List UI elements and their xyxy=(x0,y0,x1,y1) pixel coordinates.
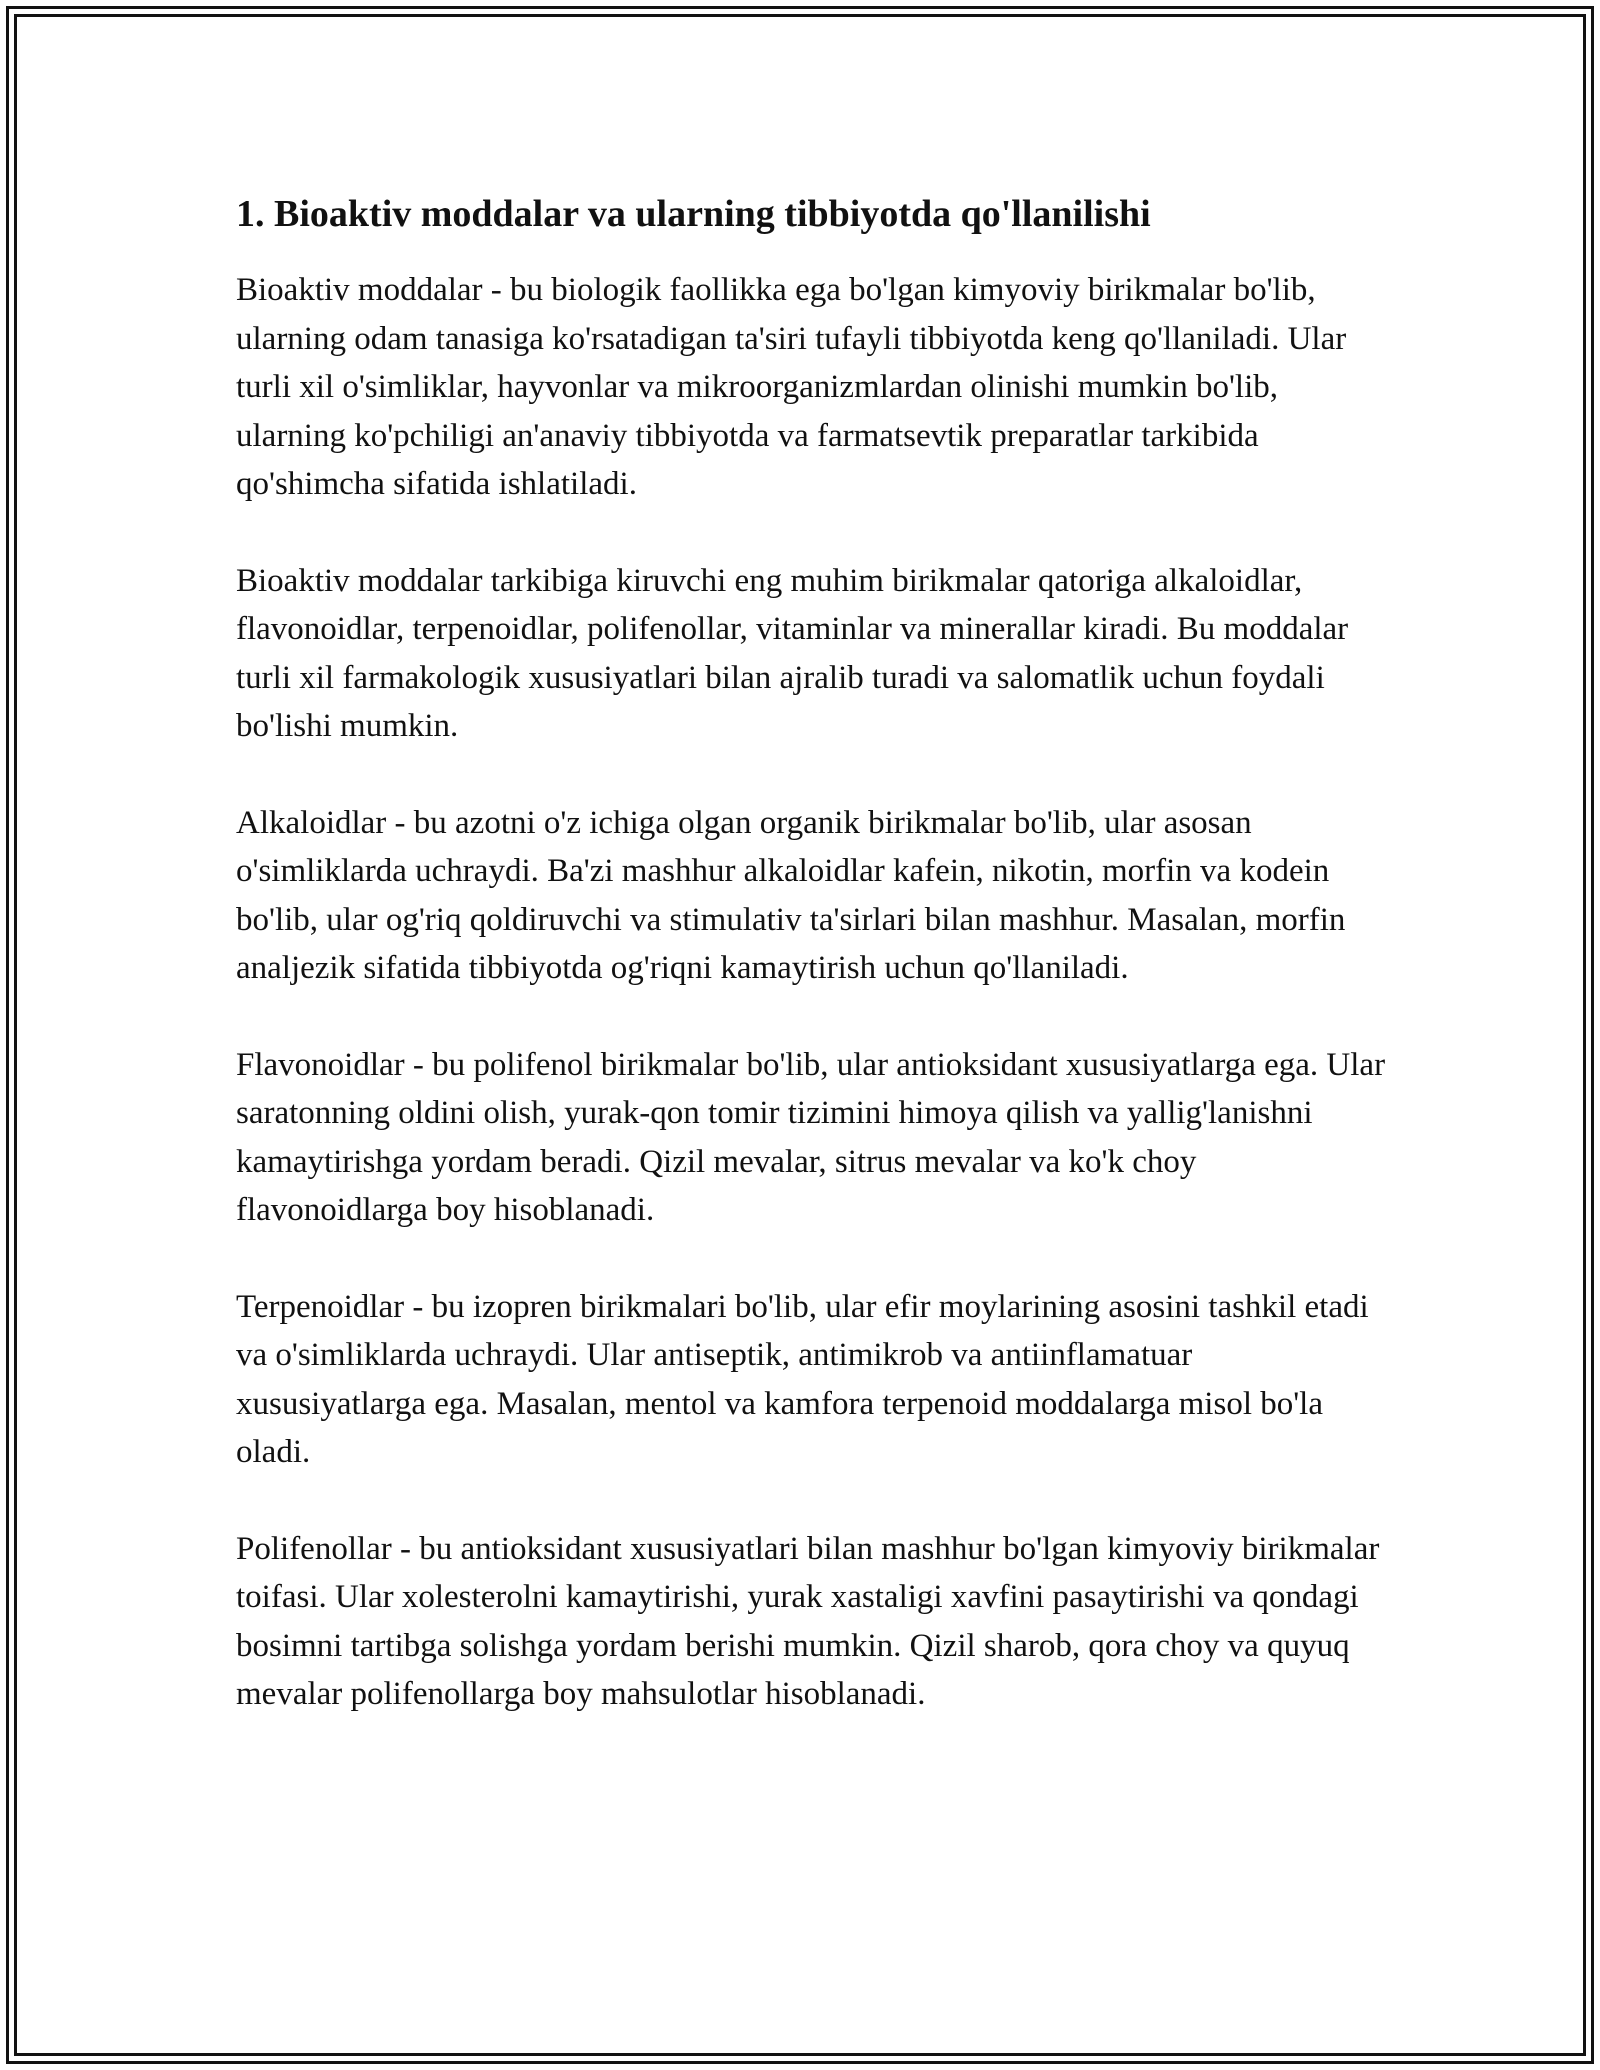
paragraph-flavonoids: Flavonoidlar - bu polifenol birikmalar bo'lib, ular antioksidant xususiyatlarga ega. Ular saratonning oldini olish, yurak-qon tomir tizimini himoya qilish va yallig'lanishni kamaytirishga yordam beradi. Qizil mevalar, sitrus mevalar va ko'k choy flavonoidlarga boy hisoblanadi. xyxy=(236,1046,1386,1228)
section-title: 1. Bioaktiv moddalar va ularning tibbiyotda qo'llanilishi xyxy=(236,193,1151,235)
document-body xyxy=(236,188,1386,1719)
paragraph-compounds: Bioaktiv moddalar tarkibiga kiruvchi eng muhim birikmalar qatoriga alkaloidlar, flavonoidlar, terpenoidlar, polifenollar, vitaminlar va minerallar kiradi. Bu moddalar turli xil farmakologik xususiyatlari bilan ajralib turadi va salomatlik uchun foydali bo'lishi mumkin. xyxy=(236,562,1349,744)
paragraph-terpenoids: Terpenoidlar - bu izopren birikmalari bo'lib, ular efir moylarining asosini tashkil etadi va o'simliklarda uchraydi. Ular antiseptik, antimikrob va antiinflamatuar xususiyatlarga ega. Masalan, mentol va kamfora terpenoid moddalarga misol bo'la oladi. xyxy=(236,1288,1369,1470)
paragraph-alkaloids: Alkaloidlar - bu azotni o'z ichiga olgan organik birikmalar bo'lib, ular asosan o'simliklarda uchraydi. Ba'zi mashhur alkaloidlar kafein, nikotin, morfin va kodein bo'lib, ular og'riq qoldiruvchi va stimulativ ta'sirlari bilan mashhur. Masalan, morfin analjezik sifatida tibbiyotda og'riqni kamaytirish uchun qo'llaniladi. xyxy=(236,804,1346,986)
paragraph-intro: Bioaktiv moddalar - bu biologik faollikka ega bo'lgan kimyoviy birikmalar bo'lib, ularning odam tanasiga ko'rsatadigan ta'siri tufayli tibbiyotda keng qo'llaniladi. Ular turli xil o'simliklar, hayvonlar va mikroorganizmlardan olinishi mumkin bo'lib, ularning ko'pchiligi an'anaviy tibbiyotda va farmatsevtik preparatlar tarkibida qo'shimcha sifatida ishlatiladi. xyxy=(236,272,1347,502)
paragraph-polyphenols: Polifenollar - bu antioksidant xususiyatlari bilan mashhur bo'lgan kimyoviy birikmalar toifasi. Ular xolesterolni kamaytirishi, yurak xastaligi xavfini pasaytirishi va qondagi bosimni tartibga solishga yordam berishi mumkin. Qizil sharob, qora choy va quyuq mevalar polifenollarga boy mahsulotlar hisoblanadi. xyxy=(236,1530,1380,1712)
